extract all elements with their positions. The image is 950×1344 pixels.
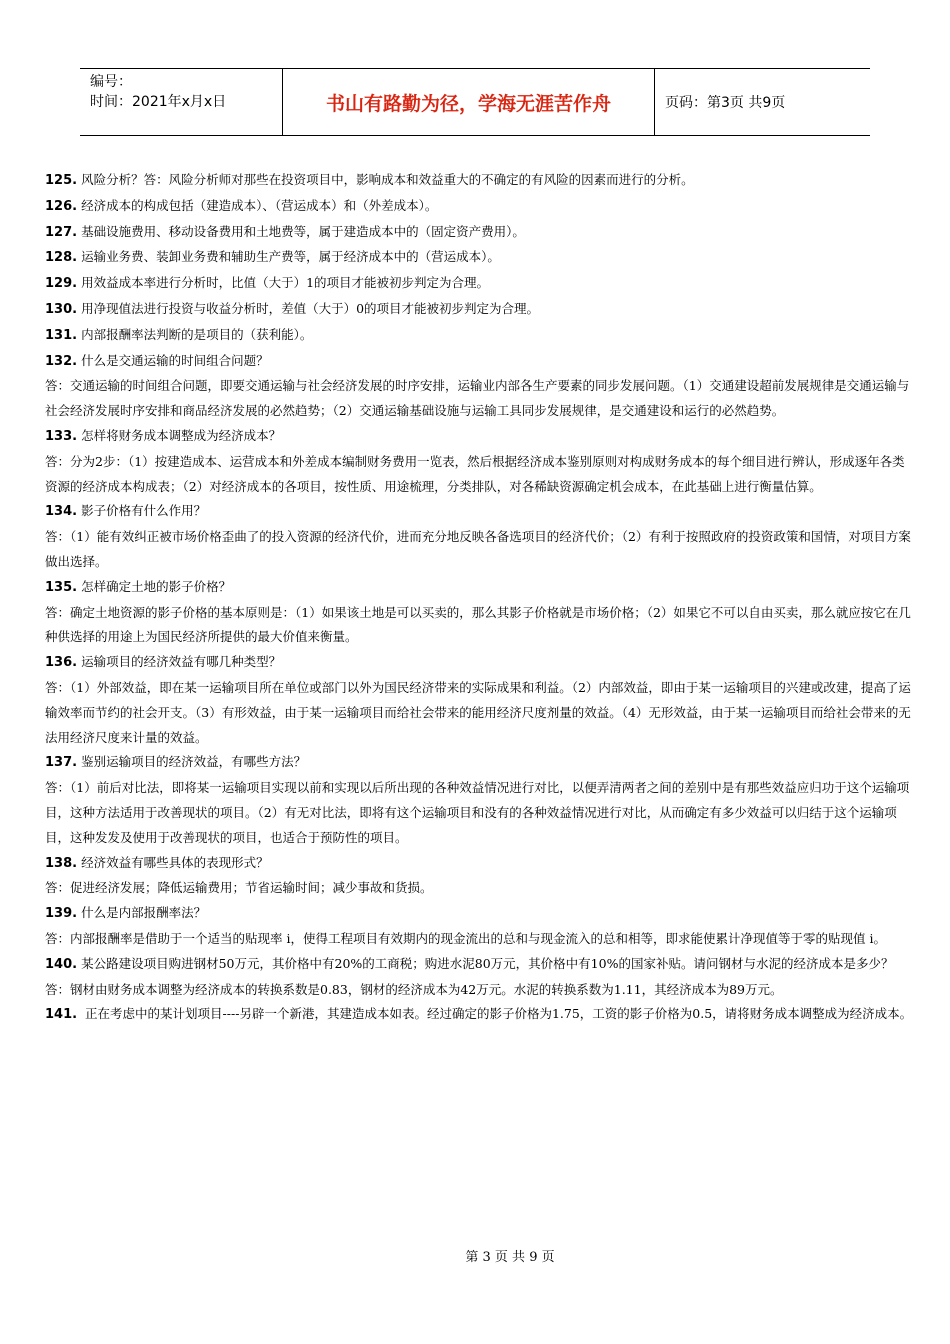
- item-text: 什么是交通运输的时间组合问题？: [81, 352, 269, 368]
- item-number: 138.: [45, 855, 78, 871]
- item-text: 答：（1）能有效纠正被市场价格歪曲了的投入资源的经济代价，进而充分地反映各备选项目的经济代价；（2）有利于按照政府的投资政策和国情，对项目方案做出选择。: [45, 529, 911, 569]
- item-text: 风险分析？答：风险分析师对那些在投资项目中，影响成本和效益重大的不确定的有风险的因素而进行的分析。: [81, 172, 694, 187]
- question-item: [45, 194, 915, 220]
- item-number: 129.: [45, 276, 78, 292]
- motto: 书山有路勤为径，学海无涯苦作舟: [325, 92, 611, 115]
- question-item: [45, 245, 915, 271]
- header-motto-cell: [283, 69, 655, 135]
- question-item: [45, 952, 915, 978]
- item-number: 132.: [45, 353, 78, 369]
- answer-paragraph: [45, 978, 915, 1003]
- page-header: [80, 68, 870, 136]
- question-item: [45, 323, 915, 349]
- item-text: 答：（1）前后对比法，即将某一运输项目实现以前和实现以后所出现的各种效益情况进行对比，以便弄清两者之间的差别中是有那些效益应归功于这个运输项目，这种方法适用于改善现状的项目。（2）有无对比法，即将有这个运输项目和没有的各种效益情况进行对比，从而确定有多少效益可以归结于这个运输项目，这种发发及使用于改善现状的项目，也适合于预防性的项目。: [45, 780, 910, 845]
- item-number: 133.: [45, 428, 78, 444]
- item-number: 130.: [45, 301, 78, 317]
- header-meta: [80, 69, 283, 135]
- item-number: 125.: [45, 173, 78, 188]
- question-item: [45, 424, 915, 450]
- item-number: 127.: [45, 224, 78, 240]
- item-text: 影子价格有什么作用？: [81, 503, 207, 519]
- item-number: 136.: [45, 655, 78, 671]
- question-item: [45, 168, 915, 194]
- item-text: 运输业务费、装卸业务费和辅助生产费等，属于经济成本中的（营运成本）。: [81, 249, 500, 265]
- answer-paragraph: [45, 676, 915, 750]
- item-text: 答：促进经济发展；降低运输费用；节省运输时间；减少事故和货损。: [45, 880, 433, 896]
- answer-paragraph: [45, 601, 915, 651]
- item-number: 141.: [45, 1007, 78, 1023]
- item-text: 经济成本的构成包括（建造成本）、（营运成本）和（外差成本）。: [81, 197, 438, 213]
- answer-paragraph: [45, 374, 915, 424]
- header-page-cell: [655, 69, 870, 135]
- answer-paragraph: [45, 450, 915, 500]
- item-text: 答：钢材由财务成本调整为经济成本的转换系数是0.83，钢材的经济成本为42万元。水泥的转换系数为1.11，其经济成本为89万元。: [45, 981, 783, 997]
- question-item: [45, 1002, 915, 1028]
- item-number: 135.: [45, 579, 78, 595]
- item-text: 答：确定土地资源的影子价格的基本原则是：（1）如果该土地是可以买卖的，那么其影子价格就是市场价格；（2）如果它不可以自由买卖，那么就应按它在几种供选择的用途上为国民经济所提供的最大价值来衡量。: [45, 604, 911, 645]
- item-text: 答：分为2步：（1）按建造成本、运营成本和外差成本编制财务费用一览表，然后根据经济成本鉴别原则对构成财务成本的每个细目进行辨认，形成逐年各类资源的经济成本构成表；（2）对经济成本的各项目，按性质、用途梳理，分类排队，对各稀缺资源确定机会成本，在此基础上进行衡量估算。: [45, 453, 905, 494]
- item-text: 运输项目的经济效益有哪几种类型？: [81, 654, 282, 670]
- question-item: [45, 851, 915, 877]
- item-number: 128.: [45, 250, 78, 266]
- item-text: 怎样确定土地的影子价格？: [81, 578, 232, 594]
- question-item: [45, 750, 915, 776]
- page-label: 页码：第3页 共9页: [665, 95, 786, 111]
- item-text: 用净现值法进行投资与收益分析时，差值（大于）0的项目才能被初步判定为合理。: [81, 300, 540, 316]
- item-number: 131.: [45, 327, 78, 343]
- document-body: [45, 168, 915, 1028]
- answer-paragraph: [45, 876, 915, 901]
- item-number: 134.: [45, 504, 78, 520]
- item-text: 什么是内部报酬率法？: [81, 905, 207, 921]
- question-item: [45, 220, 915, 246]
- item-text: 某公路建设项目购进钢材50万元，其价格中有20%的工商税；购进水泥80万元，其价格中有10%的国家补贴。请问钢材与水泥的经济成本是多少？: [81, 955, 894, 971]
- answer-paragraph: [45, 776, 915, 850]
- page-footer: 第 3 页 共 9 页: [465, 1250, 555, 1265]
- item-text: 用效益成本率进行分析时，比值（大于）1的项目才能被初步判定为合理。: [81, 275, 490, 291]
- question-item: [45, 499, 915, 525]
- date-label: 时间：2021年x月x日: [90, 94, 227, 110]
- item-text: 基础设施费用、移动设备费用和土地费等，属于建造成本中的（固定资产费用）。: [81, 223, 525, 239]
- item-text: 鉴别运输项目的经济效益，有哪些方法？: [81, 754, 307, 770]
- item-number: 140.: [45, 956, 78, 972]
- question-item: [45, 650, 915, 676]
- item-number: 137.: [45, 755, 78, 771]
- item-number: 139.: [45, 906, 78, 922]
- item-text: 怎样将财务成本调整成为经济成本？: [81, 427, 282, 443]
- item-number: 126.: [45, 198, 78, 214]
- item-text: 答：（1）外部效益，即在某一运输项目所在单位或部门以外为国民经济带来的实际成果和利益。（2）内部效益，即由于某一运输项目的兴建或改建，提高了运输效率而节约的社会开支。（3）有形效益，由于某一运输项目而给社会带来的能用经济尺度剂量的效益。（4）无形效益，由于某一运输项目而给社会带来的无法用经济尺度来计量的效益。: [45, 679, 911, 745]
- item-text: 答：交通运输的时间组合问题，即要交通运输与社会经济发展的时序安排，运输业内部各生产要素的同步发展问题。（1）交通建设超前发展规律是交通运输与社会经济发展时序安排和商品经济发展的必然趋势；（2）交通运输基础设施与运输工具同步发展规律，是交通建设和运行的必然趋势。: [45, 378, 910, 419]
- question-item: [45, 297, 915, 323]
- question-item: [45, 575, 915, 601]
- serial-label: 编号：: [90, 74, 132, 90]
- answer-paragraph: [45, 927, 915, 952]
- item-text: 经济效益有哪些具体的表现形式？: [81, 854, 269, 870]
- item-text: 内部报酬率法判断的是项目的（获利能）。: [81, 326, 313, 342]
- answer-paragraph: [45, 525, 915, 575]
- item-text: 答：内部报酬率是借助于一个适当的贴现率 i，使得工程项目有效期内的现金流出的总和与现金流入的总和相等，即求能使累计净现值等于零的贴现值 i。: [45, 930, 886, 946]
- question-item: [45, 271, 915, 297]
- item-text: 正在考虑中的某计划项目----另辟一个新港，其建造成本如表。经过确定的影子价格为1.75，工资的影子价格为0.5，请将财务成本调整成为经济成本。: [81, 1006, 913, 1022]
- question-item: [45, 901, 915, 927]
- question-item: [45, 349, 915, 375]
